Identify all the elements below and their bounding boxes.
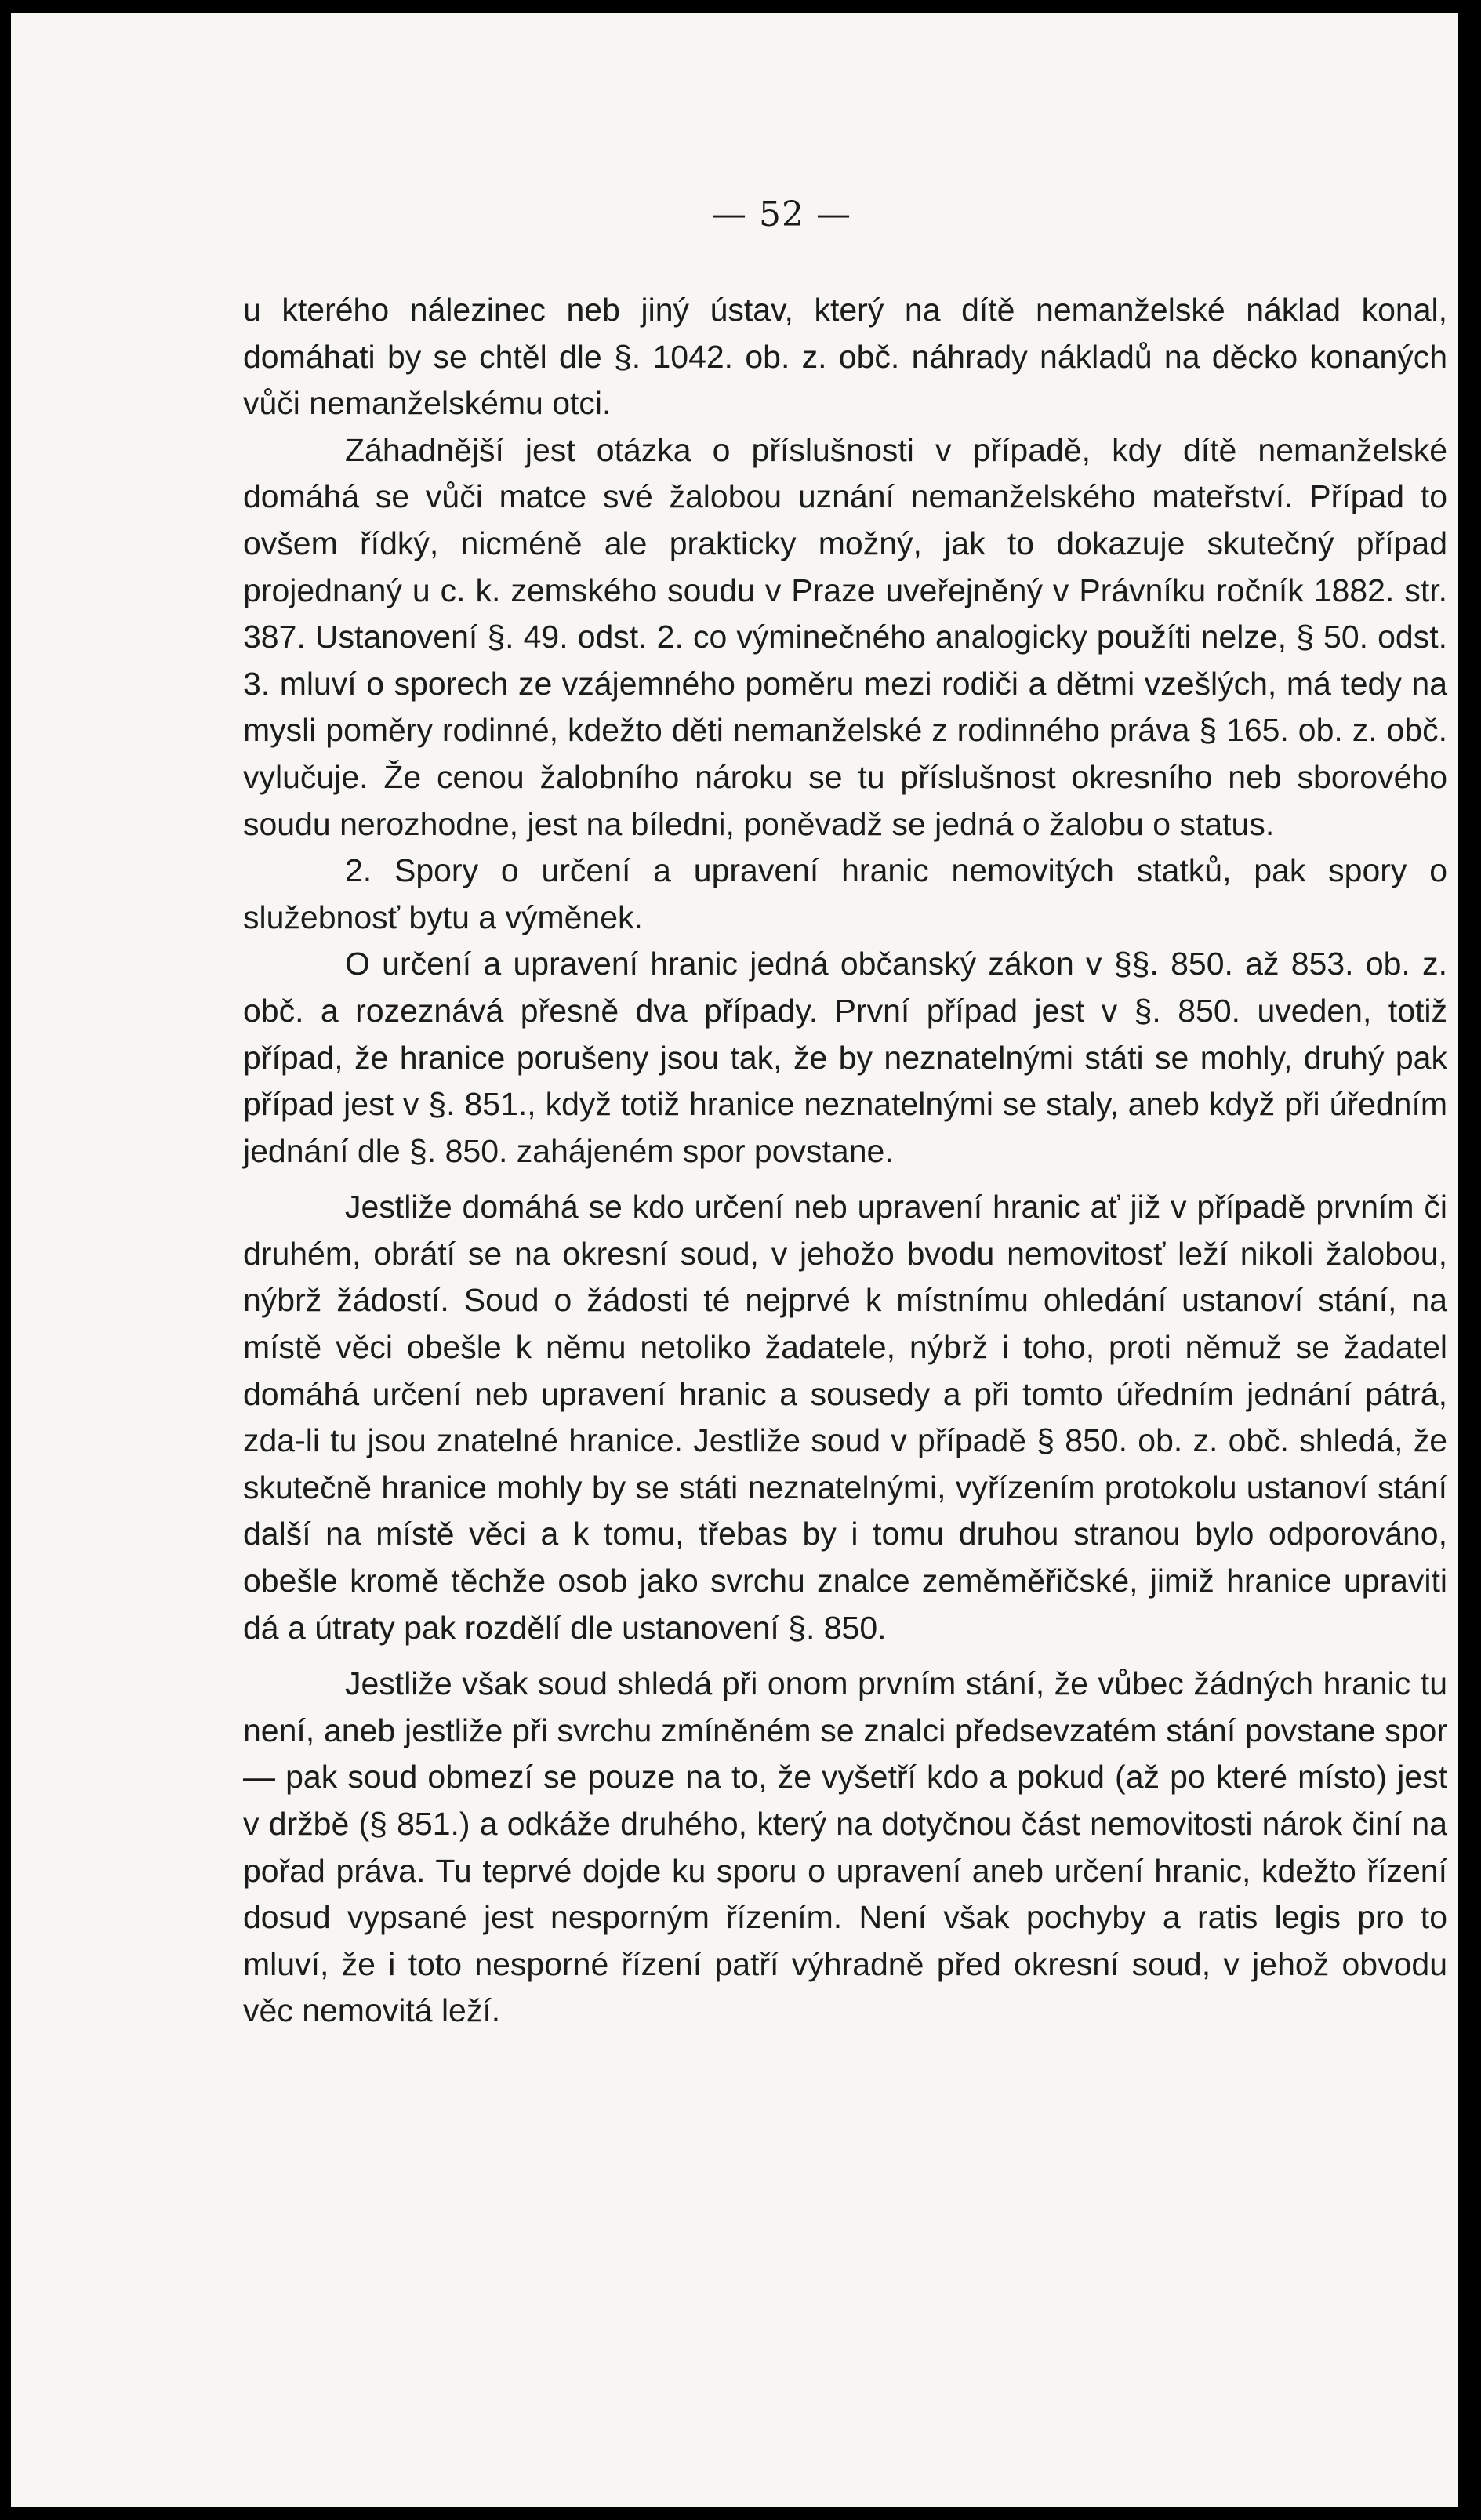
document-page: [11, 13, 1458, 2507]
page-number: — 52 —: [712, 194, 851, 234]
paragraph-jurisdiction-question: Záhadnější jest otázka o příslušnosti v případě, kdy dítě nemanželské domáhá se vůči matce své žalobou uznání nemanželského mateřství. Případ to ovšem řídký, nicméně ale prakticky možný, jak to dokazuje skutečný případ projednaný u c. k. zemského soudu v Praze uveřejněný v Právníku ročník 1882. str. 387. Ustanovení §. 49. odst. 2. co výminečného analogicky použíti nelze, § 50. odst. 3. mluví o sporech ze vzájemného poměru mezi rodiči a dětmi vzešlých, má tedy na mysli poměry rodinné, kdežto děti nemanželské z rodinného práva § 165. ob. z. obč. vylučuje. Že cenou žalobního nároku se tu příslušnost okresního neb sborového soudu nerozhodne, jest na bíledni, poněvadž se jedná o žalobu o status.: [243, 431, 1447, 842]
body-text: [243, 287, 1447, 2035]
paragraph-continuation: u kterého nálezinec neb jiný ústav, který na dítě nemanželské náklad konal, domáhati by se chtěl dle §. 1042. ob. z. obč. náhrady nákladů na děcko konaných vůči nemanželskému otci.: [243, 292, 1447, 422]
paragraph-section-heading-2: 2. Spory o určení a upravení hranic nemovitých statků, pak spory o služebnosť bytu a výměnek.: [243, 852, 1447, 935]
paragraph-boundary-procedure: Jestliže domáhá se kdo určení neb upravení hranic ať již v případě prvním či druhém, obrátí se na okresní soud, v jehožo bvodu nemovitosť leží nikoli žalobou, nýbrž žádostí. Soud o žádosti té nejprvé k místnímu ohledání ustanoví stání, na místě věci obešle k němu netoliko žadatele, nýbrž i toho, proti němuž se žadatel domáhá určení neb upravení hranic a sousedy a při tomto úředním jednání pátrá, zda-li tu jsou znatelné hranice. Jestliže soud v případě § 850. ob. z. obč. shledá, že skutečně hranice mohly by se státi neznatelnými, vyřízením protokolu ustanoví stání další na místě věci a k tomu, třebas by i tomu druhou stranou bylo odporováno, obešle kromě těchže osob jako svrchu znalce zeměměřičské, jimiž hranice upraviti dá a útraty pak rozdělí dle ustanovení §. 850.: [243, 1189, 1447, 1646]
paragraph-dispute-procedure: Jestliže však soud shledá při onom prvním stání, že vůbec žádných hranic tu není, aneb jestliže při svrchu zmíněném se znalci předsevzatém stání povstane spor — pak soud obmezí se pouze na to, že vyšetří kdo a pokud (až po které místo) jest v držbě (§ 851.) a odkáže druhého, který na dotyčnou část nemovitosti nárok činí na pořad práva. Tu teprvé dojde ku sporu o upravení aneb určení hranic, kdežto řízení dosud vypsané jest nesporným řízením. Není však pochyby a ratis legis pro to mluví, že i toto nesporné řízení patří výhradně před okresní soud, v jehož obvodu věc nemovitá leží.: [243, 1665, 1447, 2029]
paragraph-boundary-law: O určení a upravení hranic jedná občanský zákon v §§. 850. až 853. ob. z. obč. a rozeznává přesně dva případy. První případ jest v §. 850. uveden, totiž případ, že hranice porušeny jsou tak, že by neznatelnými státi se mohly, druhý pak případ jest v §. 851., když totiž hranice neznatelnými se staly, aneb když při úředním jednání dle §. 850. zahájeném spor povstane.: [243, 946, 1447, 1169]
